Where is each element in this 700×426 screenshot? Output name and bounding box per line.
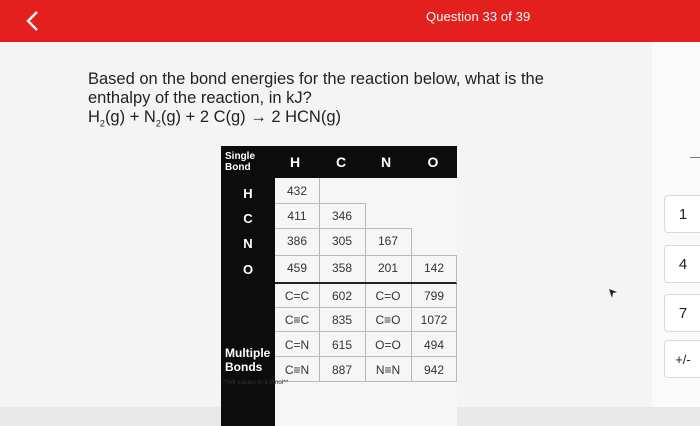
- value-c-c: 346: [331, 209, 353, 223]
- divider: [690, 157, 700, 158]
- question-counter: Question 33 of 39: [426, 9, 531, 24]
- units-footnote: **All values in kJ/mol**: [223, 379, 289, 386]
- table-header: [221, 146, 457, 178]
- value-o-o: 142: [423, 261, 445, 275]
- bond-oo-double: O=O: [375, 338, 401, 352]
- back-button[interactable]: [12, 4, 52, 38]
- row-c: C: [243, 210, 253, 226]
- key-plus-minus-button[interactable]: +/-: [664, 340, 700, 378]
- value-n-c: 305: [331, 234, 353, 248]
- value-o-h: 459: [286, 261, 308, 275]
- col-h: H: [289, 154, 301, 170]
- value-h-h: 432: [286, 184, 308, 198]
- value-co-triple: 1072: [420, 313, 448, 327]
- value-o-n: 201: [377, 261, 399, 275]
- col-c: C: [335, 154, 347, 170]
- question-line-1: Based on the bond energies for the reaction below, what is the: [88, 70, 544, 88]
- values-grid: [275, 178, 457, 426]
- bond-cc-triple: C≡C: [284, 313, 310, 327]
- key-7-button[interactable]: 7: [664, 294, 700, 332]
- row-h: H: [243, 185, 253, 201]
- key-1-button[interactable]: 1: [664, 195, 700, 233]
- bond-cn-triple: C≡N: [284, 363, 310, 377]
- mouse-cursor-icon: [608, 287, 618, 305]
- value-n-h: 386: [286, 234, 308, 248]
- value-cc-double: 602: [331, 289, 353, 303]
- single-bond-label: Single Bond: [225, 151, 256, 173]
- value-c-h: 411: [287, 209, 307, 223]
- bond-co-double: C=O: [375, 289, 401, 303]
- value-cn-triple: 887: [331, 363, 353, 377]
- row-o: O: [242, 261, 254, 277]
- bond-cn-double: C=N: [284, 338, 310, 352]
- value-co-double: 799: [423, 289, 445, 303]
- value-cc-triple: 835: [331, 313, 353, 327]
- value-n-n: 167: [377, 234, 399, 248]
- key-4-button[interactable]: 4: [664, 245, 700, 283]
- reaction-equation: $H_2(g) + N_2(g) + 2$ C(g) → 2 HCN(g): [88, 108, 341, 129]
- multiple-bonds-label: Multiple Bonds: [225, 346, 271, 374]
- chevron-left-icon: [25, 10, 39, 32]
- bond-nn-triple: N≡N: [375, 363, 401, 377]
- question-text: [88, 70, 558, 133]
- value-oo-double: 494: [423, 338, 445, 352]
- value-cn-double: 615: [331, 338, 353, 352]
- value-o-c: 358: [331, 261, 353, 275]
- bond-cc-double: C=C: [284, 289, 310, 303]
- col-o: O: [427, 154, 439, 170]
- row-label-column: [221, 178, 275, 426]
- header-bar: [0, 0, 700, 42]
- row-n: N: [243, 235, 253, 251]
- bond-co-triple: C≡O: [375, 313, 401, 327]
- col-n: N: [380, 154, 392, 170]
- value-nn-triple: 942: [423, 363, 445, 377]
- question-line-2: enthalpy of the reaction, in kJ?: [88, 89, 312, 107]
